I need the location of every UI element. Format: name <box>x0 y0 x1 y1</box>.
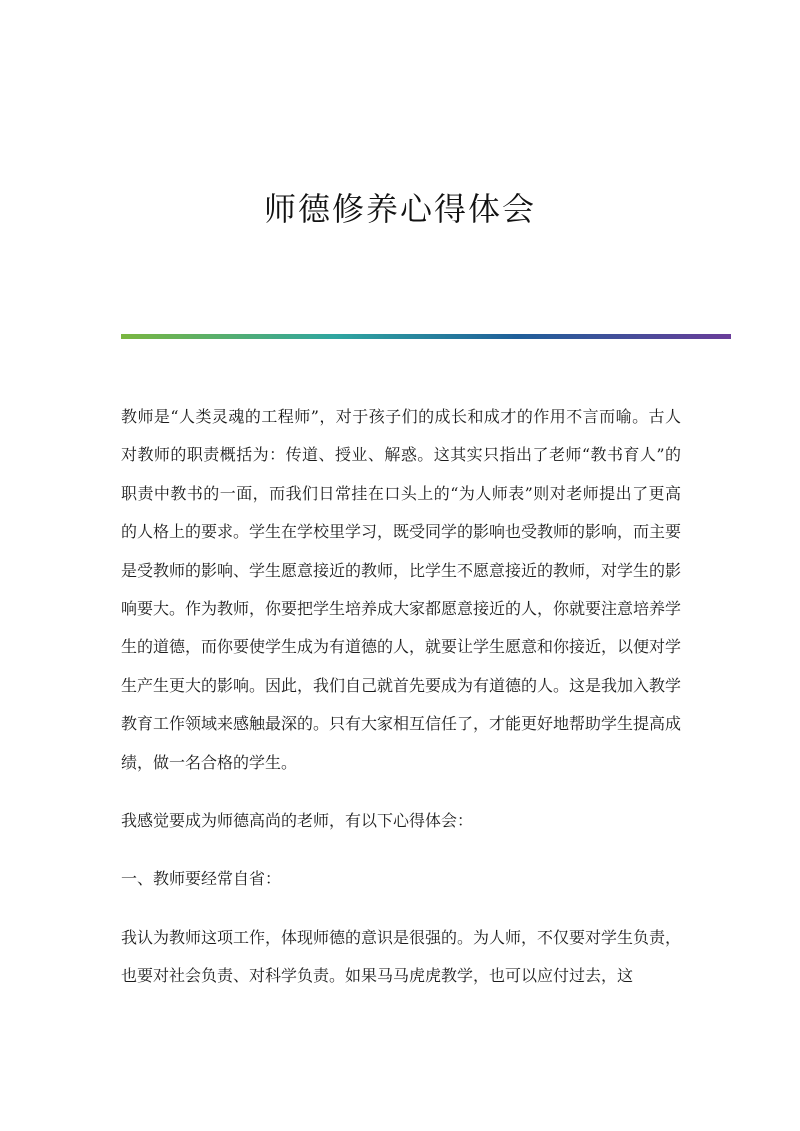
paragraph: 教师是“人类灵魂的工程师”，对于孩子们的成长和成才的作用不言而喻。古人对教师的职责概括为：传道、授业、解惑。这其实只指出了老师“教书育人”的职责中教书的一面，而我们日常挂在口头上的“为人师表”则对老师提出了更高的人格上的要求。学生在学校里学习，既受同学的影响也受教师的影响，而主要是受教师的影响、学生愿意接近的教师，比学生不愿意接近的教师，对学生的影响要大。作为教师，你要把学生培养成大家都愿意接近的人，你就要注意培养学生的道德，而你要使学生成为有道德的人，就要让学生愿意和你接近，以便对学生产生更大的影响。因此，我们自己就首先要成为有道德的人。这是我加入教学教育工作领域来感触最深的。只有大家相互信任了，才能更好地帮助学生提高成绩，做一名合格的学生。 <box>121 407 682 772</box>
paragraph: 我认为教师这项工作，体现师德的意识是很强的。为人师，不仅要对学生负责，也要对社会负责、对科学负责。如果马马虎虎教学，也可以应付过去，这 <box>121 927 682 986</box>
paragraph: 我感觉要成为师德高尚的老师，有以下心得体会： <box>121 811 474 831</box>
title-divider <box>121 334 731 339</box>
document-title: 师德修养心得体会 <box>263 190 536 228</box>
section-heading: 一、教师要经常自省： <box>121 869 282 889</box>
document-body <box>121 398 681 1016</box>
